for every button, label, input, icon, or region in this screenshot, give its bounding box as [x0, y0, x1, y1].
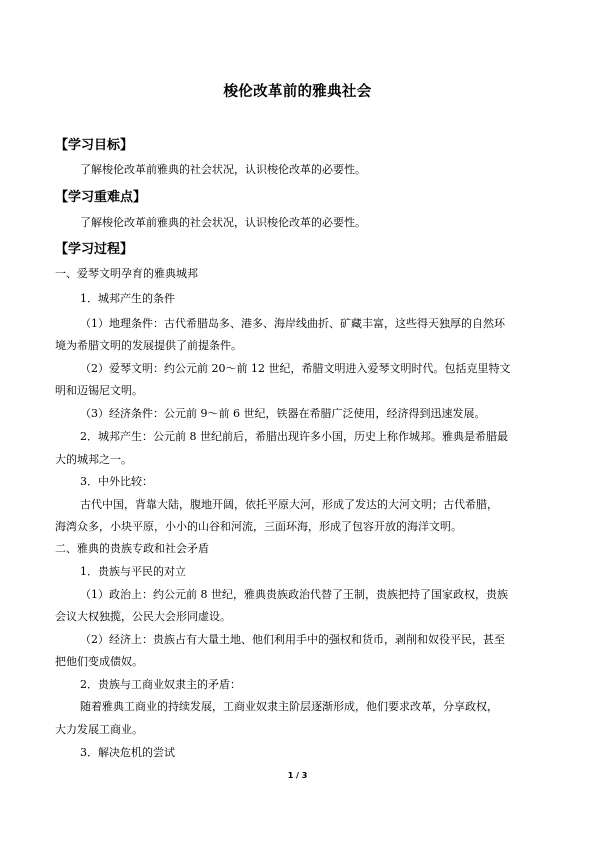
paragraph-line: 大力发展工商业。: [55, 723, 143, 736]
subheading-1-3: 3．中外比较：: [80, 475, 153, 488]
subheading-1-1: 1．城邦产生的条件: [80, 292, 175, 305]
paragraph-line: 把他们变成债奴。: [55, 655, 143, 668]
page-title: 梭伦改革前的雅典社会: [223, 84, 372, 100]
paragraph-line: 明和迈锡尼文明。: [55, 384, 143, 397]
key-points-text: 了解梭伦改革前雅典的社会状况，认识梭伦改革的必要性。: [80, 216, 366, 229]
heading-learning-process: 【学习过程】: [55, 242, 134, 257]
paragraph-line: 大的城邦之一。: [55, 453, 132, 466]
paragraph-line: 2．城邦产生：公元前 8 世纪前后，希腊出现许多小国，历史上称作城邦。雅典是希腊最: [80, 430, 508, 443]
paragraph-line: 随着雅典工商业的持续发展，工商业奴隶主阶层逐渐形成，他们要求改革，分享政权，: [80, 700, 498, 713]
subheading-2-1: 1．贵族与平民的对立: [80, 565, 186, 578]
heading-learning-goal: 【学习目标】: [55, 138, 134, 153]
subheading-2-3: 3．解决危机的尝试: [80, 746, 175, 759]
paragraph-line: （2）爱琴文明：约公元前 20～前 12 世纪，希腊文明进入爱琴文明时代。包括克里特文: [80, 362, 511, 375]
paragraph-line: 会议大权独揽，公民大会形同虚设。: [55, 610, 231, 623]
heading-key-points: 【学习重难点】: [55, 190, 147, 205]
learning-goal-text: 了解梭伦改革前雅典的社会状况，认识梭伦改革的必要性。: [80, 163, 366, 176]
paragraph-line: 境为希腊文明的发展提供了前提条件。: [55, 339, 242, 352]
page-number: 1 / 3: [287, 771, 308, 780]
paragraph-line: 海湾众多，小块平原，小小的山谷和河流，三面环海，形成了包容开放的海洋文明。: [55, 520, 462, 533]
paragraph-line: （1）地理条件：古代希腊岛多、港多、海岸线曲折、矿藏丰富，这些得天独厚的自然环: [80, 317, 505, 330]
paragraph-line: （1）政治上：约公元前 8 世纪，雅典贵族政治代替了王制，贵族把持了国家政权，贵族: [80, 588, 508, 601]
subheading-2-2: 2．贵族与工商业奴隶主的矛盾：: [80, 678, 241, 691]
paragraph-line: 古代中国，背靠大陆，腹地开阔，依托平原大河，形成了发达的大河文明；古代希腊，: [80, 498, 498, 511]
section-heading-1: 一、爱琴文明孕育的雅典城邦: [55, 267, 198, 280]
paragraph-line: （3）经济条件：公元前 9～前 6 世纪，铁器在希腊广泛使用，经济得到迅速发展。: [80, 407, 486, 420]
paragraph-line: （2）经济上：贵族占有大量土地、他们利用手中的强权和货币，剥削和奴役平民，甚至: [80, 633, 505, 646]
section-heading-2: 二、雅典的贵族专政和社会矛盾: [55, 542, 209, 555]
